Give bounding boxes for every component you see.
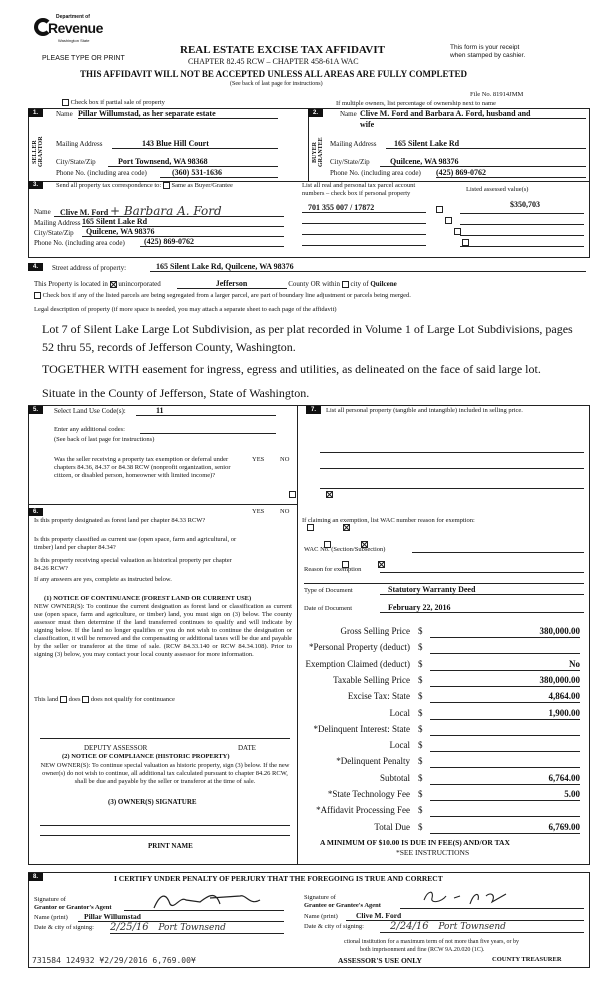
s5-no: NO [280,456,290,463]
buyer-name-2: wife [360,120,375,129]
personal-line-2 [320,468,584,469]
calc-row [300,756,580,772]
calc-value: 6,769.00 [430,822,580,834]
s3-name-handwritten: + Barbara A. Ford [109,204,222,218]
s3-city-label: City/State/Zip [34,229,74,237]
grantor-name-label: Name (print) [34,914,68,921]
does-not-checkbox[interactable] [82,696,89,703]
calc-label: Taxable Selling Price [333,674,410,685]
grantor-name: Pillar Willumstad [78,912,284,922]
current-use-question: Is this property classified as current use (open space, farm and agricultural, or timber) land per chapter 84.34? [34,536,237,551]
seller-addr-label: Mailing Address [56,140,103,148]
seller-phone: (360) 531-1636 [160,168,278,178]
legal-desc-2: TOGETHER WITH easement for ingress, egress and utilities, as delineated on the face of said large lot. [42,362,541,376]
dollar-sign: $ [418,772,423,783]
logo-word: Revenue [48,20,103,36]
calc-label: Excise Tax: State [347,691,410,702]
grantor-date-line [110,922,284,934]
calc-label: Total Due [374,821,410,832]
assessor-use-only: ASSESSOR'S USE ONLY [338,956,422,965]
section-1-num: 1. [28,109,43,117]
grantee-date: 2/24/16 [390,921,429,932]
land-use-code: 11 [136,406,276,416]
section-5-num: 5. [28,406,43,414]
assessed-line-4 [460,246,584,247]
city-checkbox[interactable] [342,281,349,288]
calc-value: 6,764.00 [430,773,580,785]
notice1-body: NEW OWNER(S): To continue the current designation as forest land or classification as current use (open space, farm and agriculture, or timber) land, you must sign on (3) below. The county assessor must then determine if the land transferred continues to qualify and will indicate by signing below. If the land no longer qualifies or you do not wish to continue the designation or classification, it will be removed and the compensating or additional taxes will be due and payable by the seller or transferor at the time of sale. (RCW 84.33.140 or RCW 84.34.108). Prior to signing (3) below, you may contact your local county assessor for more information. [34,603,292,658]
parcel-label-2: numbers – check box if personal property [302,190,411,197]
s3-name-line [54,204,284,217]
wac-no-line [412,552,584,553]
logo-state: Washington State [58,38,90,43]
parcel-checkbox-2[interactable] [445,217,452,224]
calc-label: *Personal Property (deduct) [309,642,410,653]
grantor-city: Port Townsend [158,923,226,933]
calc-value [430,642,580,654]
parcel-checkbox-3[interactable] [454,228,461,235]
partial-sale: Check box if partial sale of property [62,99,165,106]
legal-label: Legal description of property (if more space is needed, you may attach a separate sheet to each page of the affidavit) [34,306,337,313]
reason-line-2 [304,583,584,584]
send-correspondence: Send all property tax correspondence to: Same as Buyer/Grantee [56,182,233,189]
segregated-checkbox[interactable] [34,292,41,299]
buyer-name-1: Clive M. Ford and Barbara A. Ford, husband and [360,109,586,119]
calc-value: No [430,659,580,671]
grantee-sig-label-1: Signature of [304,894,336,901]
seller-name: Pillar Willumstad, as her separate estate [78,109,278,119]
calc-row [300,805,580,821]
notice1-title: (1) NOTICE OF CONTINUANCE (FOREST LAND OR CURRENT USE) [44,595,252,602]
buyer-phone: (425) 869-0762 [436,168,586,178]
dollar-sign: $ [418,691,423,702]
section-7-num: 7. [306,406,321,414]
located-row: This Property is located in unincorporated Jefferson County OR within city of Quilcene [34,279,397,288]
dollar-sign: $ [418,756,423,767]
deputy-date: DATE [238,744,256,752]
calc-value [430,740,580,752]
calc-value: 4,864.00 [430,691,580,703]
grantee-sig-label-2: Grantee or Grantee's Agent [304,902,381,909]
same-as-checkbox[interactable] [163,182,170,189]
minimum-fee: A MINIMUM OF $10.00 IS DUE IN FEE(S) AND/OR TAX [320,838,510,847]
calc-label: *Delinquent Penalty [336,756,410,767]
s6-yes: YES [252,508,265,515]
parcel-line-4 [302,236,426,246]
calc-label: *Delinquent Interest: State [313,723,410,734]
calc-value: 5.00 [430,789,580,801]
certify: I CERTIFY UNDER PENALTY OF PERJURY THAT THE FOREGOING IS TRUE AND CORRECT [114,874,443,883]
county-value: Jefferson [177,279,287,289]
land-use-label: Select Land Use Code(s): [54,407,126,415]
wac-no-label: WAC No. (Section/Subsection) [304,546,386,553]
calc-row [300,675,580,691]
doc-type: Statutory Warranty Deed [380,585,584,595]
calc-label: Gross Selling Price [340,626,410,636]
see-back: (See back of last page for instructions) [230,81,323,87]
exemption-wac: If claiming an exemption, list WAC number reason for exemption: [302,517,475,524]
calc-value [430,756,580,768]
section-5-box [28,405,298,505]
buyer-city: Quilcene, WA 98376 [380,157,586,167]
owner-sig-line-2 [40,835,290,836]
calc-row [300,626,580,642]
dollar-sign: $ [418,740,423,751]
does-checkbox[interactable] [60,696,67,703]
calc-label: Local [389,707,410,718]
grantee-name: Clive M. Ford [346,911,584,921]
grantor-date-label: Date & city of signing: [34,924,94,931]
notice2-title: (2) NOTICE OF COMPLIANCE (HISTORIC PROPERTY) [62,753,230,760]
calc-row [300,691,580,707]
assessed-value: $350,703 [510,200,540,209]
dollar-sign: $ [418,642,423,653]
assessed-line-2 [460,224,584,225]
grantor-sig-label-1: Signature of [34,896,66,903]
personal-line-3 [320,488,584,489]
calc-row [300,708,580,724]
section-6-num: 6. [28,508,43,516]
owner-signature: (3) OWNER(S) SIGNATURE [108,798,197,806]
owner-sig-line-1 [40,825,290,826]
parcel-label-1: List all real and personal tax parcel account [302,182,416,189]
calc-value: 1,900.00 [430,708,580,720]
buyer-addr: 165 Silent Lake Rd [386,139,586,149]
please-type: PLEASE TYPE OR PRINT [42,55,125,62]
seller-name-label: Name [56,110,73,118]
calc-label: Subtotal [379,772,410,783]
assessed-line-3 [460,235,584,236]
additional-codes-line [140,428,276,434]
county-treasurer: COUNTY TREASURER [492,956,562,963]
buyer-city-label: City/State/Zip [330,158,370,166]
s5-see-back: (See back of last page for instructions) [54,436,155,443]
calc-label: *State Technology Fee [327,789,410,799]
calc-row [300,724,580,740]
s3-name: Clive M. Ford [60,208,109,217]
doc-date: February 22, 2016 [380,603,584,613]
multiple-owners: If multiple owners, list percentage of ownership next to name [336,100,496,107]
dor-logo [34,14,104,54]
street-address: 165 Silent Lake Rd, Quilcene, WA 98376 [150,262,586,272]
form-warning: THIS AFFIDAVIT WILL NOT BE ACCEPTED UNLESS ALL AREAS ARE FULLY COMPLETED [80,69,468,79]
unincorporated-checkbox[interactable] [110,281,117,288]
assessed-label: Listed assessed value(s) [466,186,529,193]
reason-label: Reason for exemption [304,566,362,573]
dollar-sign: $ [418,821,423,832]
grantor-date: 2/25/16 [110,922,149,933]
dollar-sign: $ [418,658,423,669]
doc-type-label: Type of Document [304,587,353,594]
receipt-note-1: This form is your receipt [450,44,520,51]
seller-addr: 143 Blue Hill Court [112,139,278,149]
dollar-sign: $ [418,674,423,685]
personal-property-label: List all personal property (tangible and intangible) included in selling price. [326,407,523,414]
deputy-sig-line [40,738,290,739]
dollar-sign: $ [418,805,423,816]
grantee-date-line [380,921,584,933]
calc-value [430,724,580,736]
legal-desc-3: Situate in the County of Jefferson, State of Washington. [42,386,310,400]
grantee-date-label: Date & city of signing: [304,923,364,930]
grantor-signature [150,890,270,912]
city-value: Quilcene [370,280,397,288]
dollar-sign: $ [418,789,423,799]
historic-question: Is this property receiving special valuation as historical property per chapter 84.26 RCW? [34,557,232,572]
section-8-num: 8. [28,873,43,881]
calc-value: 380,000.00 [430,626,580,638]
seller-city: Port Townsend, WA 98368 [108,157,278,167]
buyer-side-label: BUYER GRANTEE [312,137,324,167]
calc-row [300,642,580,658]
exemption-question: Was the seller receiving a property tax exemption or deferral under chapters 84.36, 84.37 or 84.38 RCW (nonprofit organization, senior citizen, or disabled person, homeowner with limited income)? [54,456,231,479]
calc-row [300,773,580,789]
s6-no: NO [280,508,290,515]
grantor-sig-label-2: Grantor or Grantor's Agent [34,904,112,911]
calc-value: 380,000.00 [430,675,580,687]
grantee-name-label: Name (print) [304,913,338,920]
calc-label: *Affidavit Processing Fee [316,805,410,816]
parcel-checkbox-1[interactable] [436,206,443,213]
grantee-signature [420,888,520,908]
calc-label: Exemption Claimed (deduct) [305,658,410,669]
calc-row [300,822,580,838]
grantee-city: Port Townsend [438,922,506,932]
see-instructions: *SEE INSTRUCTIONS [396,848,470,857]
parcel-line-2 [302,214,426,224]
segregated-row: Check box if any of the listed parcels are being segregated from a larger parcel, are part of boundary line adjustment or parcels being merged. [34,292,411,299]
print-name: PRINT NAME [148,842,193,850]
buyer-phone-label: Phone No. (including area code) [330,169,421,177]
s5-yes: YES [252,456,265,463]
section-2-num: 2. [308,109,323,117]
cashier-stamp: 731584 124932 ¥2/29/2016 6,769.00¥ [32,956,196,965]
parcel-number: 701 355 007 / 17872 [302,203,426,213]
calc-row [300,740,580,756]
any-yes: If any answers are yes, complete as instructed below. [34,576,172,583]
reason-line [380,572,584,573]
receipt-note-2: when stamped by cashier. [450,52,526,59]
section-4-num: 4. [28,263,43,271]
partial-sale-checkbox[interactable] [62,99,69,106]
seller-city-label: City/State/Zip [56,158,96,166]
this-land-row: This land does does not qualify for continuance [34,696,175,703]
calc-row [300,789,580,805]
calc-value [430,805,580,817]
personal-line-1 [320,452,584,453]
form-title: REAL ESTATE EXCISE TAX AFFIDAVIT [180,44,385,56]
notice2-body: NEW OWNER(S): To continue special valuation as historic property, sign (3) below. If the new owner(s) do not wish to continue, all additional tax calculated pursuant to chapter 84.26 RCW, shall be due and payable by the seller or transferor at the time of sale. [40,762,290,785]
seller-side-label: SELLER GRANTOR [32,136,44,168]
assessed-line-1 [460,213,584,214]
s3-addr-label: Mailing Address [34,219,81,227]
s5-yes-checkbox[interactable] [289,491,296,498]
dollar-sign: $ [418,707,423,718]
forest-question: Is this property designated as forest land per chapter 84.33 RCW? [34,517,206,524]
seller-phone-label: Phone No. (including area code) [56,169,147,177]
s3-addr: 165 Silent Lake Rd [82,217,284,227]
form-chapters: CHAPTER 82.45 RCW – CHAPTER 458-61A WAC [188,57,359,66]
file-no: File No. 81914JMM [470,91,524,98]
calc-row [300,659,580,675]
perjury-1: ctional institution for a maximum term of not more than five years, or by [344,939,519,945]
parcel-line-3 [302,225,426,235]
dollar-sign: $ [418,723,423,734]
legal-desc-1: Lot 7 of Silent Lake Large Lot Subdivision, as per plat recorded in Volume 1 of Large Lot Subdivisions, pages 52 thru 55, records of Jefferson County, Washington. [42,322,573,354]
calc-label: Local [389,740,410,751]
s3-name-label: Name [34,208,51,216]
parcel-checkbox-4[interactable] [462,239,469,246]
buyer-name-label: Name [340,110,357,118]
street-label: Street address of property: [52,264,127,272]
s3-city: Quilcene, WA 98376 [82,227,284,237]
doc-date-label: Date of Document [304,605,353,612]
additional-codes: Enter any additional codes: [54,426,125,433]
s3-phone-label: Phone No. (including area code) [34,239,125,247]
perjury-2: both imprisonment and fine (RCW 9A.20.020 (1C). [360,947,485,953]
buyer-addr-label: Mailing Address [330,140,377,148]
s3-phone: (425) 869-0762 [140,237,284,247]
section-3-num: 3. [28,181,43,189]
deputy-assessor: DEPUTY ASSESSOR [84,744,148,752]
grantee-sig-line [400,908,584,909]
logo-dept: Department of [56,14,90,20]
dollar-sign: $ [418,626,423,636]
